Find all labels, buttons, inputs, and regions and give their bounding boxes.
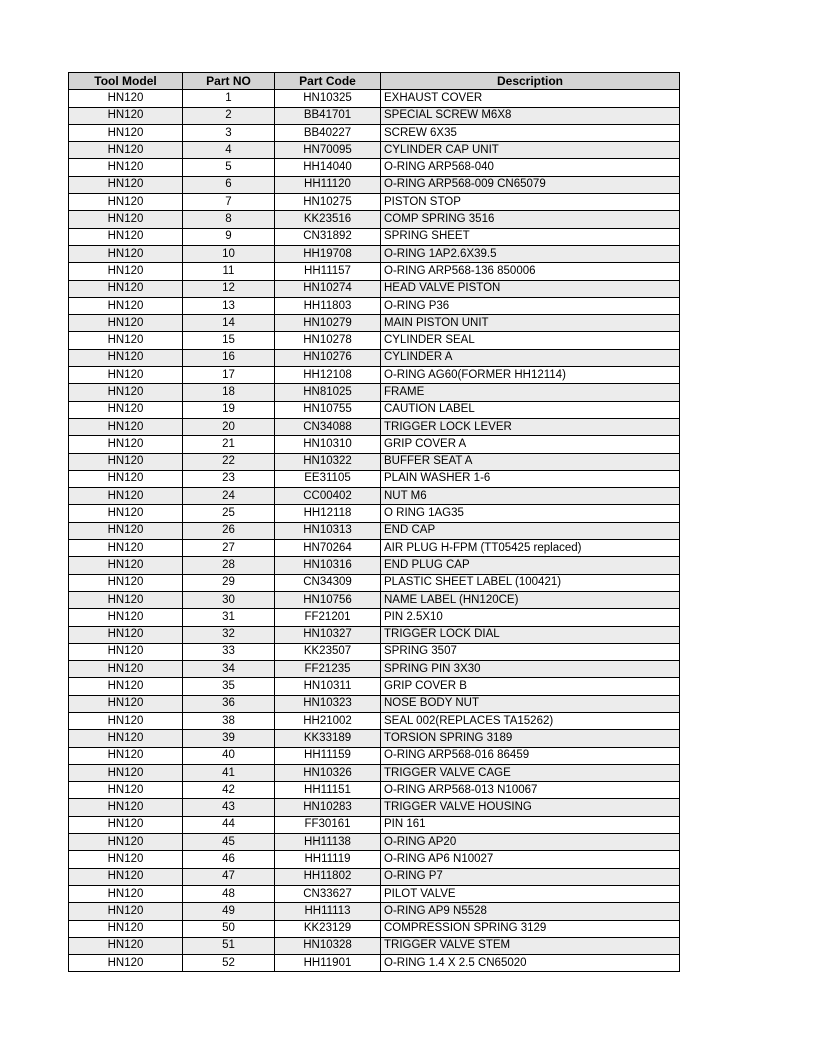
cell-part-code: HH11151 xyxy=(275,782,381,799)
cell-tool-model: HN120 xyxy=(69,124,183,141)
cell-part-code: HN10275 xyxy=(275,194,381,211)
cell-part-no: 22 xyxy=(183,453,275,470)
cell-part-no: 47 xyxy=(183,868,275,885)
cell-description: TRIGGER LOCK DIAL xyxy=(381,626,680,643)
cell-description: O-RING 1AP2.6X39.5 xyxy=(381,245,680,262)
cell-part-no: 46 xyxy=(183,851,275,868)
cell-tool-model: HN120 xyxy=(69,297,183,314)
header-part-code: Part Code xyxy=(275,73,381,90)
cell-description: HEAD VALVE PISTON xyxy=(381,280,680,297)
cell-part-no: 21 xyxy=(183,436,275,453)
cell-part-code: HN10274 xyxy=(275,280,381,297)
table-row xyxy=(69,764,680,781)
cell-tool-model: HN120 xyxy=(69,868,183,885)
cell-tool-model: HN120 xyxy=(69,505,183,522)
cell-description: FRAME xyxy=(381,384,680,401)
table-row xyxy=(69,228,680,245)
cell-part-code: HN10323 xyxy=(275,695,381,712)
cell-part-no: 6 xyxy=(183,176,275,193)
table-row xyxy=(69,712,680,729)
cell-part-code: HN10328 xyxy=(275,937,381,954)
cell-part-code: HH11138 xyxy=(275,834,381,851)
cell-part-code: HN10310 xyxy=(275,436,381,453)
cell-description: SPRING PIN 3X30 xyxy=(381,661,680,678)
cell-part-code: HH11119 xyxy=(275,851,381,868)
cell-tool-model: HN120 xyxy=(69,367,183,384)
cell-description: COMPRESSION SPRING 3129 xyxy=(381,920,680,937)
cell-part-no: 20 xyxy=(183,418,275,435)
cell-tool-model: HN120 xyxy=(69,540,183,557)
table-row xyxy=(69,799,680,816)
cell-part-no: 18 xyxy=(183,384,275,401)
cell-part-no: 34 xyxy=(183,661,275,678)
cell-part-code: CN33627 xyxy=(275,885,381,902)
cell-part-no: 3 xyxy=(183,124,275,141)
cell-part-code: HN10756 xyxy=(275,591,381,608)
table-row xyxy=(69,626,680,643)
cell-description: O-RING ARP568-009 CN65079 xyxy=(381,176,680,193)
cell-description: TRIGGER VALVE HOUSING xyxy=(381,799,680,816)
table-row xyxy=(69,851,680,868)
cell-part-no: 30 xyxy=(183,591,275,608)
cell-tool-model: HN120 xyxy=(69,436,183,453)
cell-description: NUT M6 xyxy=(381,488,680,505)
cell-description: PIN 161 xyxy=(381,816,680,833)
cell-tool-model: HN120 xyxy=(69,903,183,920)
table-row xyxy=(69,194,680,211)
table-row xyxy=(69,176,680,193)
cell-description: O-RING AP20 xyxy=(381,834,680,851)
cell-tool-model: HN120 xyxy=(69,661,183,678)
cell-part-no: 1 xyxy=(183,90,275,107)
cell-part-no: 32 xyxy=(183,626,275,643)
cell-part-code: CC00402 xyxy=(275,488,381,505)
cell-tool-model: HN120 xyxy=(69,764,183,781)
table-row xyxy=(69,937,680,954)
cell-description: EXHAUST COVER xyxy=(381,90,680,107)
cell-description: COMP SPRING 3516 xyxy=(381,211,680,228)
cell-description: O RING 1AG35 xyxy=(381,505,680,522)
cell-part-no: 23 xyxy=(183,470,275,487)
cell-part-no: 17 xyxy=(183,367,275,384)
cell-tool-model: HN120 xyxy=(69,453,183,470)
table-row xyxy=(69,453,680,470)
parts-table xyxy=(68,72,680,972)
table-row xyxy=(69,782,680,799)
table-row xyxy=(69,488,680,505)
cell-part-code: FF21235 xyxy=(275,661,381,678)
cell-description: O-RING AG60(FORMER HH12114) xyxy=(381,367,680,384)
cell-description: AIR PLUG H-FPM (TT05425 replaced) xyxy=(381,540,680,557)
cell-part-code: KK23129 xyxy=(275,920,381,937)
cell-tool-model: HN120 xyxy=(69,955,183,972)
cell-tool-model: HN120 xyxy=(69,90,183,107)
cell-part-no: 13 xyxy=(183,297,275,314)
table-row xyxy=(69,470,680,487)
cell-part-no: 11 xyxy=(183,263,275,280)
table-row xyxy=(69,384,680,401)
cell-description: O-RING ARP568-136 850006 xyxy=(381,263,680,280)
cell-tool-model: HN120 xyxy=(69,730,183,747)
cell-part-code: HN10313 xyxy=(275,522,381,539)
cell-description: CAUTION LABEL xyxy=(381,401,680,418)
cell-tool-model: HN120 xyxy=(69,678,183,695)
cell-description: SCREW 6X35 xyxy=(381,124,680,141)
cell-description: O-RING AP9 N5528 xyxy=(381,903,680,920)
cell-part-code: HN10755 xyxy=(275,401,381,418)
cell-tool-model: HN120 xyxy=(69,695,183,712)
cell-description: CYLINDER SEAL xyxy=(381,332,680,349)
cell-part-no: 27 xyxy=(183,540,275,557)
cell-description: O-RING P36 xyxy=(381,297,680,314)
table-row xyxy=(69,315,680,332)
cell-part-no: 51 xyxy=(183,937,275,954)
table-row xyxy=(69,245,680,262)
table-row xyxy=(69,868,680,885)
cell-part-no: 4 xyxy=(183,142,275,159)
cell-part-no: 40 xyxy=(183,747,275,764)
cell-description: O-RING P7 xyxy=(381,868,680,885)
table-row xyxy=(69,885,680,902)
cell-part-no: 5 xyxy=(183,159,275,176)
cell-description: END CAP xyxy=(381,522,680,539)
cell-part-no: 14 xyxy=(183,315,275,332)
table-row xyxy=(69,280,680,297)
header-description: Description xyxy=(381,73,680,90)
header-row xyxy=(69,73,680,90)
cell-part-no: 7 xyxy=(183,194,275,211)
cell-part-no: 31 xyxy=(183,609,275,626)
cell-tool-model: HN120 xyxy=(69,401,183,418)
cell-tool-model: HN120 xyxy=(69,712,183,729)
cell-part-code: FF30161 xyxy=(275,816,381,833)
cell-tool-model: HN120 xyxy=(69,488,183,505)
table-row xyxy=(69,401,680,418)
table-row xyxy=(69,609,680,626)
cell-part-code: CN31892 xyxy=(275,228,381,245)
cell-part-code: HN10326 xyxy=(275,764,381,781)
cell-description: O-RING AP6 N10027 xyxy=(381,851,680,868)
cell-tool-model: HN120 xyxy=(69,920,183,937)
cell-part-code: HH11159 xyxy=(275,747,381,764)
cell-part-no: 36 xyxy=(183,695,275,712)
cell-description: SPRING SHEET xyxy=(381,228,680,245)
cell-description: O-RING ARP568-013 N10067 xyxy=(381,782,680,799)
cell-part-code: KK23507 xyxy=(275,643,381,660)
cell-part-code: HN10325 xyxy=(275,90,381,107)
table-row xyxy=(69,903,680,920)
cell-part-no: 10 xyxy=(183,245,275,262)
table-row xyxy=(69,955,680,972)
table-row xyxy=(69,522,680,539)
cell-part-code: HN10316 xyxy=(275,557,381,574)
cell-description: END PLUG CAP xyxy=(381,557,680,574)
table-row xyxy=(69,367,680,384)
cell-part-no: 24 xyxy=(183,488,275,505)
cell-tool-model: HN120 xyxy=(69,159,183,176)
cell-part-code: HH11803 xyxy=(275,297,381,314)
cell-part-no: 8 xyxy=(183,211,275,228)
cell-part-no: 41 xyxy=(183,764,275,781)
table-row xyxy=(69,920,680,937)
cell-part-code: FF21201 xyxy=(275,609,381,626)
cell-tool-model: HN120 xyxy=(69,211,183,228)
cell-part-code: HN10276 xyxy=(275,349,381,366)
cell-part-code: HH11120 xyxy=(275,176,381,193)
cell-description: TRIGGER VALVE STEM xyxy=(381,937,680,954)
cell-tool-model: HN120 xyxy=(69,626,183,643)
cell-tool-model: HN120 xyxy=(69,280,183,297)
cell-description: O-RING ARP568-016 86459 xyxy=(381,747,680,764)
table-row xyxy=(69,643,680,660)
cell-part-code: HN10278 xyxy=(275,332,381,349)
cell-part-no: 29 xyxy=(183,574,275,591)
table-row xyxy=(69,540,680,557)
cell-tool-model: HN120 xyxy=(69,470,183,487)
cell-part-no: 48 xyxy=(183,885,275,902)
cell-tool-model: HN120 xyxy=(69,851,183,868)
cell-part-no: 35 xyxy=(183,678,275,695)
cell-description: TORSION SPRING 3189 xyxy=(381,730,680,747)
cell-tool-model: HN120 xyxy=(69,591,183,608)
cell-part-no: 25 xyxy=(183,505,275,522)
cell-description: CYLINDER CAP UNIT xyxy=(381,142,680,159)
cell-description: GRIP COVER A xyxy=(381,436,680,453)
cell-part-code: HH11901 xyxy=(275,955,381,972)
cell-description: O-RING 1.4 X 2.5 CN65020 xyxy=(381,955,680,972)
cell-tool-model: HN120 xyxy=(69,557,183,574)
cell-description: SPECIAL SCREW M6X8 xyxy=(381,107,680,124)
cell-part-code: HN70095 xyxy=(275,142,381,159)
cell-part-no: 50 xyxy=(183,920,275,937)
cell-tool-model: HN120 xyxy=(69,176,183,193)
table-row xyxy=(69,730,680,747)
cell-part-code: HN10311 xyxy=(275,678,381,695)
cell-tool-model: HN120 xyxy=(69,194,183,211)
table-body xyxy=(69,90,680,972)
cell-part-code: HH12108 xyxy=(275,367,381,384)
cell-part-no: 9 xyxy=(183,228,275,245)
cell-tool-model: HN120 xyxy=(69,418,183,435)
cell-tool-model: HN120 xyxy=(69,816,183,833)
table-row xyxy=(69,332,680,349)
table-row xyxy=(69,747,680,764)
cell-part-code: KK33189 xyxy=(275,730,381,747)
cell-tool-model: HN120 xyxy=(69,834,183,851)
cell-tool-model: HN120 xyxy=(69,522,183,539)
table-row xyxy=(69,297,680,314)
table-row xyxy=(69,107,680,124)
cell-part-no: 26 xyxy=(183,522,275,539)
table-row xyxy=(69,661,680,678)
table-row xyxy=(69,436,680,453)
cell-description: O-RING ARP568-040 xyxy=(381,159,680,176)
cell-part-code: HN10327 xyxy=(275,626,381,643)
cell-description: CYLINDER A xyxy=(381,349,680,366)
cell-part-code: EE31105 xyxy=(275,470,381,487)
header-tool-model: Tool Model xyxy=(69,73,183,90)
cell-part-no: 42 xyxy=(183,782,275,799)
table-row xyxy=(69,816,680,833)
cell-part-code: HN10322 xyxy=(275,453,381,470)
cell-part-code: HH11802 xyxy=(275,868,381,885)
table-row xyxy=(69,557,680,574)
cell-part-no: 19 xyxy=(183,401,275,418)
table-row xyxy=(69,505,680,522)
cell-tool-model: HN120 xyxy=(69,782,183,799)
cell-part-no: 15 xyxy=(183,332,275,349)
cell-description: PISTON STOP xyxy=(381,194,680,211)
table-row xyxy=(69,418,680,435)
cell-part-no: 16 xyxy=(183,349,275,366)
cell-tool-model: HN120 xyxy=(69,574,183,591)
cell-description: PLAIN WASHER 1-6 xyxy=(381,470,680,487)
table-row xyxy=(69,142,680,159)
table-row xyxy=(69,349,680,366)
cell-description: TRIGGER VALVE CAGE xyxy=(381,764,680,781)
cell-part-code: HH12118 xyxy=(275,505,381,522)
cell-tool-model: HN120 xyxy=(69,263,183,280)
cell-tool-model: HN120 xyxy=(69,885,183,902)
table-row xyxy=(69,834,680,851)
cell-tool-model: HN120 xyxy=(69,228,183,245)
cell-description: SEAL 002(REPLACES TA15262) xyxy=(381,712,680,729)
table-row xyxy=(69,211,680,228)
cell-part-no: 12 xyxy=(183,280,275,297)
cell-description: PIN 2.5X10 xyxy=(381,609,680,626)
cell-description: MAIN PISTON UNIT xyxy=(381,315,680,332)
cell-part-code: HH19708 xyxy=(275,245,381,262)
cell-tool-model: HN120 xyxy=(69,643,183,660)
table-row xyxy=(69,695,680,712)
cell-part-no: 2 xyxy=(183,107,275,124)
cell-tool-model: HN120 xyxy=(69,384,183,401)
cell-tool-model: HN120 xyxy=(69,937,183,954)
cell-description: PILOT VALVE xyxy=(381,885,680,902)
cell-part-code: BB40227 xyxy=(275,124,381,141)
cell-part-no: 45 xyxy=(183,834,275,851)
cell-description: PLASTIC SHEET LABEL (100421) xyxy=(381,574,680,591)
cell-description: GRIP COVER B xyxy=(381,678,680,695)
cell-part-code: HH11157 xyxy=(275,263,381,280)
cell-part-no: 49 xyxy=(183,903,275,920)
cell-part-no: 33 xyxy=(183,643,275,660)
cell-part-no: 43 xyxy=(183,799,275,816)
cell-tool-model: HN120 xyxy=(69,142,183,159)
cell-part-no: 38 xyxy=(183,712,275,729)
cell-description: SPRING 3507 xyxy=(381,643,680,660)
cell-tool-model: HN120 xyxy=(69,332,183,349)
cell-part-no: 44 xyxy=(183,816,275,833)
table-row xyxy=(69,90,680,107)
table-row xyxy=(69,159,680,176)
cell-part-code: CN34309 xyxy=(275,574,381,591)
cell-description: TRIGGER LOCK LEVER xyxy=(381,418,680,435)
header-part-no: Part NO xyxy=(183,73,275,90)
cell-description: BUFFER SEAT A xyxy=(381,453,680,470)
cell-tool-model: HN120 xyxy=(69,747,183,764)
cell-tool-model: HN120 xyxy=(69,315,183,332)
table-row xyxy=(69,574,680,591)
cell-part-code: HH21002 xyxy=(275,712,381,729)
cell-tool-model: HN120 xyxy=(69,245,183,262)
cell-description: NAME LABEL (HN120CE) xyxy=(381,591,680,608)
cell-tool-model: HN120 xyxy=(69,107,183,124)
cell-part-code: HN81025 xyxy=(275,384,381,401)
cell-part-code: HN10283 xyxy=(275,799,381,816)
cell-part-no: 52 xyxy=(183,955,275,972)
cell-part-no: 28 xyxy=(183,557,275,574)
table-row xyxy=(69,678,680,695)
table-row xyxy=(69,263,680,280)
cell-part-no: 39 xyxy=(183,730,275,747)
cell-part-code: HN70264 xyxy=(275,540,381,557)
table-row xyxy=(69,124,680,141)
cell-description: NOSE BODY NUT xyxy=(381,695,680,712)
cell-part-code: CN34088 xyxy=(275,418,381,435)
cell-tool-model: HN120 xyxy=(69,609,183,626)
cell-tool-model: HN120 xyxy=(69,349,183,366)
cell-part-code: HH14040 xyxy=(275,159,381,176)
cell-part-code: HN10279 xyxy=(275,315,381,332)
table-row xyxy=(69,591,680,608)
cell-part-code: HH11113 xyxy=(275,903,381,920)
cell-tool-model: HN120 xyxy=(69,799,183,816)
cell-part-code: KK23516 xyxy=(275,211,381,228)
cell-part-code: BB41701 xyxy=(275,107,381,124)
